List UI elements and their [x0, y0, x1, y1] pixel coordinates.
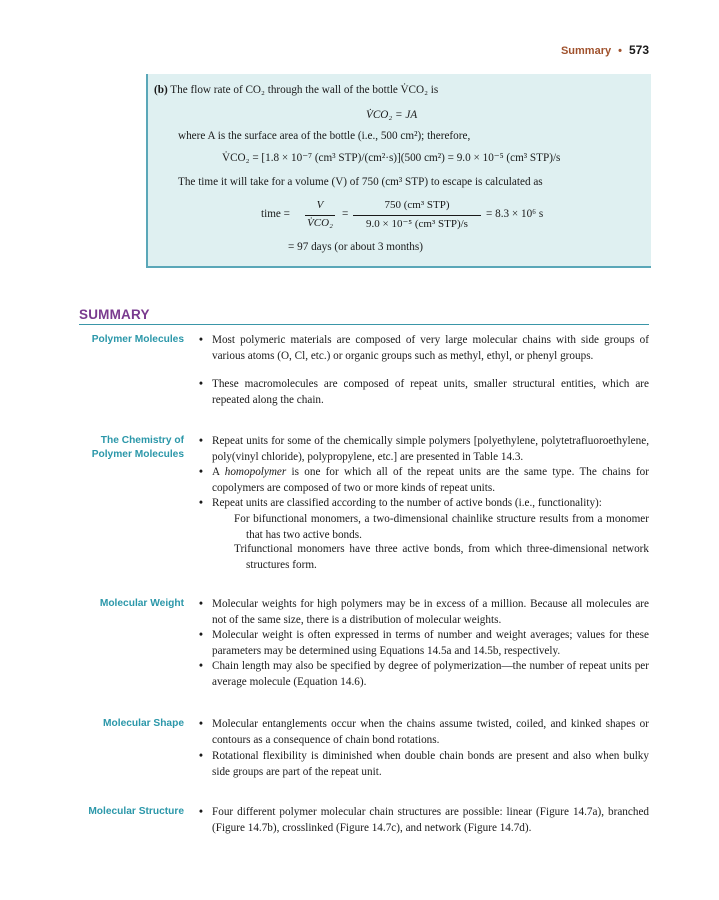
example-line-1-text: The flow rate of CO₂ through the wall of the bottle V̇CO₂ is [170, 84, 439, 96]
side-label-molecular-structure: Molecular Structure [88, 806, 184, 817]
summary-divider [79, 324, 649, 325]
fraction-2-numerator: 750 (cm³ STP) [384, 199, 450, 211]
bullet-item: • Rotational flexibility is diminished when double chain bonds are present and also when bulky side groups are part of the repeat unit. [199, 749, 649, 781]
equation-time-days: = 97 days (or about 3 months) [288, 241, 423, 253]
bullet-item: • Chain length may also be specified by degree of polymerization—the number of repeat units per average molecule (Equation 14.6). [199, 659, 649, 691]
bullet-item: • Molecular weight is often expressed in terms of number and weight averages; values for these parameters may be determined using Equations 14.5a and 14.5b, respectively. [199, 628, 649, 660]
sub-item: For bifunctional monomers, a two-dimensional chainlike structure results from a monomer that has two active bonds. [234, 513, 649, 541]
part-label: (b) [154, 84, 168, 96]
example-box [146, 74, 651, 268]
bullet-item: • Four different polymer molecular chain structures are possible: linear (Figure 14.7a), branched (Figure 14.7b), crosslinked (Figure 14.7c), and network (Figure 14.7d). [199, 805, 649, 837]
summary-title: SUMMARY [79, 307, 150, 322]
equation-time-result: = 8.3 × 10⁶ s [486, 208, 544, 220]
example-line-1 [154, 84, 438, 96]
side-label-polymer-molecules: Polymer Molecules [91, 334, 184, 345]
bullet-item: • Molecular entanglements occur when the chains assume twisted, coiled, and kinked shapes or contours as a consequence of chain bond rotations. [199, 717, 649, 749]
example-line-3: The time it will take for a volume (V) of 750 (cm³ STP) to escape is calculated as [178, 176, 543, 188]
equation-time-lhs: time = [261, 208, 290, 220]
running-header [561, 43, 649, 57]
fraction-1-numerator: V [316, 199, 324, 211]
header-separator: • [618, 45, 622, 57]
fraction-2-bar [353, 215, 481, 216]
fraction-2-denominator: 9.0 × 10⁻⁵ (cm³ STP)/s [366, 218, 468, 230]
header-section-title: Summary [560, 45, 612, 57]
bullet-item: • Molecular weights for high polymers may be in excess of a million. Because all molecules are not of the same size, there is a distribution of molecular weights. [199, 597, 649, 629]
side-label-chemistry: The Chemistry of Polymer Molecules [91, 435, 184, 460]
bullet-item: • Repeat units are classified according to the number of active bonds (i.e., functionality): [199, 496, 649, 512]
bullet-item: • These macromolecules are composed of repeat units, smaller structural entities, which are repeated along the chain. [199, 377, 649, 409]
equation-flow-rate: V̇CO₂ = JA [366, 109, 418, 121]
side-label-molecular-weight: Molecular Weight [99, 598, 184, 609]
fraction-1-bar [305, 215, 335, 216]
page-number: 573 [628, 43, 649, 57]
bullet-item: • Repeat units for some of the chemically simple polymers [polyethylene, polytetrafluoroethylene, poly(vinyl chloride), polypropylene, etc.] are presented in Table 14.3. [199, 434, 649, 466]
equation-time-equals: = [342, 208, 349, 220]
homopolymer-term: homopolymer [224, 466, 287, 478]
sub-item: Trifunctional monomers have three active bonds, from which three-dimensional network structures form. [234, 543, 649, 571]
example-line-2: where A is the surface area of the bottle (i.e., 500 cm²); therefore, [178, 130, 471, 142]
equation-flow-rate-value: V̇CO₂ = [1.8 × 10⁻⁷ (cm³ STP)/(cm²·s)](500 cm²) = 9.0 × 10⁻⁵ (cm³ STP)/s [222, 152, 561, 164]
fraction-1-denominator: V̇CO₂ [307, 217, 333, 229]
bullet-item: • Most polymeric materials are composed of very large molecular chains with side groups of various atoms (O, Cl, etc.) or organic groups such as methyl, ethyl, or phenyl groups. [199, 333, 649, 365]
side-label-molecular-shape: Molecular Shape [103, 718, 184, 729]
bullet-item: • A homopolymer is one for which all of the repeat units are the same type. The chains for copolymers are composed of two or more kinds of repeat units. [199, 465, 649, 497]
